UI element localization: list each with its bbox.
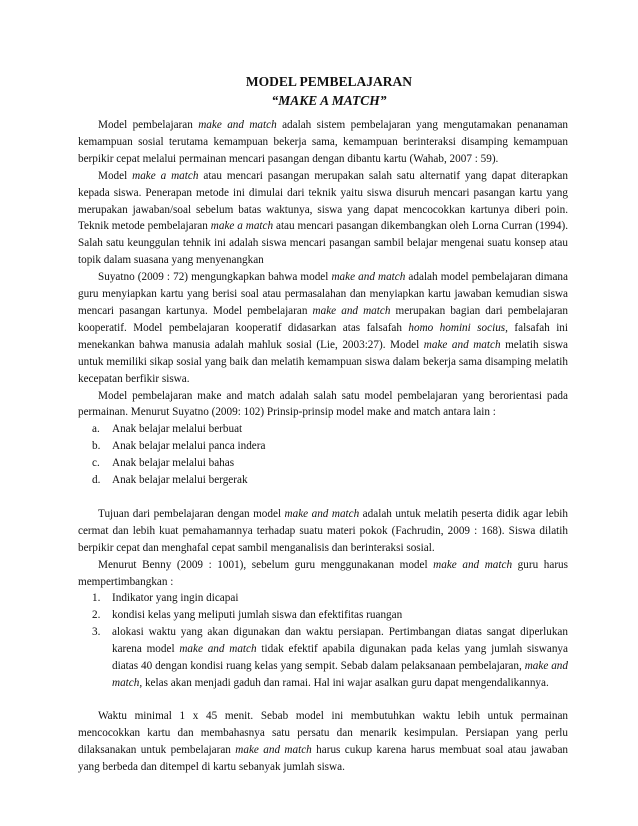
emphasis-term: make and match, (112, 660, 568, 689)
emphasis-term: make and match (284, 507, 360, 520)
paragraph-1: Model pembelajaran make and match adalah sistem pembelajaran yang mengutamakan penanaman kemampuan sosial terutama kemampuan bekerja sama, kemampuan berinteraksi disamping kemampuan berpikir cepat melalui permainan mencari pasangan dengan dibantu kartu (Wahab, 2007 : 59). (78, 119, 569, 165)
paragraph-6: Menurut Benny (2009 : 1001), sebelum guru menggunakanan model make and match guru harus mempertimbangkan : (78, 558, 568, 588)
emphasis-term: make and match (235, 743, 312, 756)
list-item: 3. alokasi waktu yang akan digunakan dan waktu persiapan. Pertimbangan diatas sangat diperlukan karena model make and match tidak efektif apabila digunakan pada kelas yang jumlah siswanya diatas 40 dengan kondisi ruang kelas yang sempit. Sebab dalam pelaksanaan pembelajaran, make and match, kelas akan menjadi gaduh dan ramai. Hal ini wajar asalkan guru dapat mengendalikannya. (92, 626, 568, 689)
list-item: a. Anak belajar melalui berbuat (92, 423, 243, 436)
spacer (78, 692, 568, 708)
paragraph-2: Model make a match atau mencari pasangan merupakan salah satu alternatif yang dapat diterapkan kepada siswa. Penerapan metode ini dimulai dari teknik yaitu siswa disuruh mencari pasangan kartu yang merupakan jawaban/soal sebelum batas waktunya, siswa yang dapat mencocokkan kartunya diberi poin. Teknik metode pembelajaran make a match atau mencari pasangan dikembangkan oleh Lorna Curran (1994). Salah satu keunggulan tehnik ini adalah siswa mencari pasangan sambil belajar mengenai suatu konsep atau topik dalam suasana yang menyenangkan (78, 169, 569, 267)
principles-list (78, 421, 568, 489)
emphasis-term: make and match (331, 271, 406, 284)
document-title: MODEL PEMBELAJARAN (245, 74, 413, 89)
emphasis-term: make a match (210, 220, 274, 233)
list-item: 2. kondisi kelas yang meliputi jumlah siswa dan efektifitas ruangan (92, 609, 403, 622)
list-item: c. Anak belajar melalui bahas (92, 457, 235, 470)
emphasis-term: make and match (312, 304, 391, 317)
paragraph-4: Model pembelajaran make and match adalah salah satu model pembelajaran yang berorientasi pada permainan. Menurut Suyatno (2009: 102) Prinsip-prinsip model make and match antara lain : (78, 389, 568, 419)
emphasis-term: homo homini socius, (408, 321, 508, 334)
title-block (78, 72, 568, 110)
paragraph-3: Suyatno (2009 : 72) mengungkapkan bahwa model make and match adalah model pembelajaran dimana guru menyiapkan kartu yang berisi soal atau permasalahan dan menyiapkan kartu jawaban kemudian siswa mencari pasangan kartunya. Model pembelajaran make and match merupakan bagian dari pembelajaran kooperatif. Model pembelajaran kooperatif didasarkan atas falsafah homo homini socius, falsafah ini menekankan bahwa manusia adalah mahluk sosial (Lie, 2003:27). Model make and match melatih siswa untuk memiliki sikap sosial yang baik dan melatih kemampuan siswa dalam bekerja sama disamping melatih kecepatan berfikir siswa. (78, 271, 569, 385)
document-subtitle: “MAKE A MATCH” (271, 93, 387, 108)
list-item: b. Anak belajar melalui panca indera (92, 440, 266, 453)
emphasis-term: make and match (179, 643, 257, 656)
list-item: d. Anak belajar melalui bergerak (92, 474, 248, 487)
paragraph-7: Waktu minimal 1 x 45 menit. Sebab model ini membutuhkan waktu lebih untuk permainan mencocokkan kartu dan membahasnya satu persatu dan menarik kesimpulan. Persiapan yang perlu dilaksanakan untuk pembelajaran make and match harus cukup karena harus membuat soal atau jawaban yang berbeda dan ditempel di kartu sebanyak jumlah siswa. (78, 709, 569, 773)
list-item: 1. Indikator yang ingin dicapai (92, 592, 239, 605)
emphasis-term: make and match (433, 558, 513, 571)
paragraph-5: Tujuan dari pembelajaran dengan model make and match adalah untuk melatih peserta didik agar lebih cermat dan lebih kuat pemahamannya terhadap suatu materi pokok (Fachrudin, 2009 : 168). Siswa dilatih berpikir cepat dan menghafal cepat sambil menganalisis dan berinteraksi sosial. (78, 507, 568, 554)
considerations-list (78, 590, 568, 691)
emphasis-term: make and match (423, 338, 501, 351)
spacer (78, 489, 568, 506)
emphasis-term: make and match (198, 119, 277, 131)
emphasis-term: make a match (132, 169, 199, 182)
